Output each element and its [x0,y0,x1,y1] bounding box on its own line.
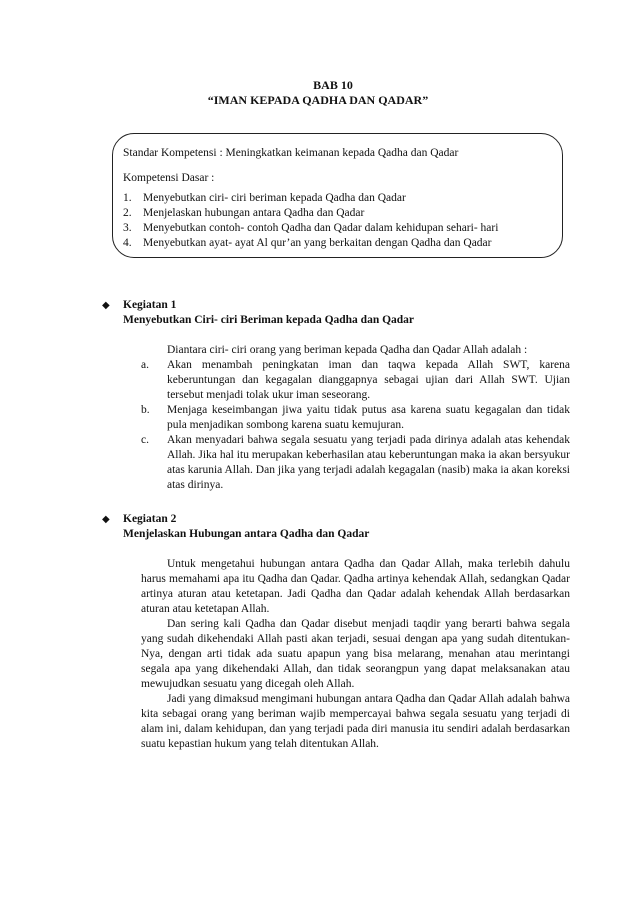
paragraph: Dan sering kali Qadha dan Qadar disebut menjadi taqdir yang berarti bahwa segala yang sudah dikehendaki Allah pasti akan terjadi, sesuai dengan apa yang sudah ditentukan- Nya, dengan arti tidak ada suatu apapun yang bisa melarang, menahan atau merintangi segala apa yang dikehendaki Allah, dan tidak seorangpun yang dapat melaksanakan atau mewujudkan sesuatu yang dicegah oleh Allah. [141,618,570,690]
list-item: c. Akan menyadari bahwa segala sesuatu yang terjadi pada dirinya adalah atas kehendak Allah. Jika hal itu merupakan keberhasilan atau keberuntungan maka ia akan bersyukur atas karunia Allah. Dan jika yang terjadi adalah kegagalan (nasib) maka ia akan koreksi atas dirinya. [141,434,570,491]
list-item: 1. Menyebutkan ciri- ciri beriman kepada Qadha dan Qadar [123,192,406,204]
list-item: 4. Menyebutkan ayat- ayat Al qur’an yang berkaitan dengan Qadha dan Qadar [123,237,492,249]
competency-standard: Standar Kompetensi : Meningkatkan keimanan kepada Qadha dan Qadar [123,147,459,159]
competency-box [112,133,563,258]
activity-2-title: Kegiatan 2 [123,513,177,525]
diamond-bullet-icon: ◆ [102,514,110,525]
activity-1-title: Kegiatan 1 [123,299,177,311]
chapter-number: BAB 10 [313,78,353,92]
activity-2-subtitle: Menjelaskan Hubungan antara Qadha dan Qadar [123,528,370,540]
list-item: a. Akan menambah peningkatan iman dan taqwa kepada Allah SWT, karena keberuntungan dan kegagalan dianggapnya sebagai ujian dari Allah SWT. Ujian tersebut menjadi tolak ukur iman seseorang. [141,359,570,401]
activity-1-subtitle: Menyebutkan Ciri- ciri Beriman kepada Qadha dan Qadar [123,314,415,326]
paragraph: Jadi yang dimaksud mengimani hubungan antara Qadha dan Qadar Allah adalah bahwa kita sebagai orang yang beriman wajib mempercayai bahwa segala sesuatu yang terjadi di alam ini, dalam kehidupan, dan yang terjadi pada diri manusia itu sendiri adalah berdasarkan suatu kepastian hukum yang telah ditentukan Allah. [141,693,570,750]
chapter-heading [0,78,638,108]
activity-2-section [102,512,570,752]
paragraph: Untuk mengetahui hubungan antara Qadha dan Qadar Allah, maka terlebih dahulu harus memahami apa itu Qadha dan Qadar. Qadha artinya kehendak Allah, sedangkan Qadar artinya aturan atau ketetapan. Jadi Qadha dan Qadar adalah kehendak Allah berdasarkan aturan atau ketetapan Allah. [141,558,570,615]
activity-1-section [102,298,570,493]
list-item: 2. Menjelaskan hubungan antara Qadha dan Qadar [123,207,365,219]
activity-2-body [123,557,570,752]
activity-1-intro: Diantara ciri- ciri orang yang beriman kepada Qadha dan Qadar Allah adalah : [167,344,528,356]
diamond-bullet-icon: ◆ [102,300,110,311]
chapter-title: “IMAN KEPADA QADHA DAN QADAR” [207,93,429,107]
list-item: 3. Menyebutkan contoh- contoh Qadha dan Qadar dalam kehidupan sehari- hari [123,222,499,234]
basic-competency-label: Kompetensi Dasar : [123,172,215,184]
list-item: b. Menjaga keseimbangan jiwa yaitu tidak putus asa karena suatu kegagalan dan tidak pula menjadikan sombong karena suatu kemujuran. [141,404,570,431]
basic-competency-list [123,191,562,251]
